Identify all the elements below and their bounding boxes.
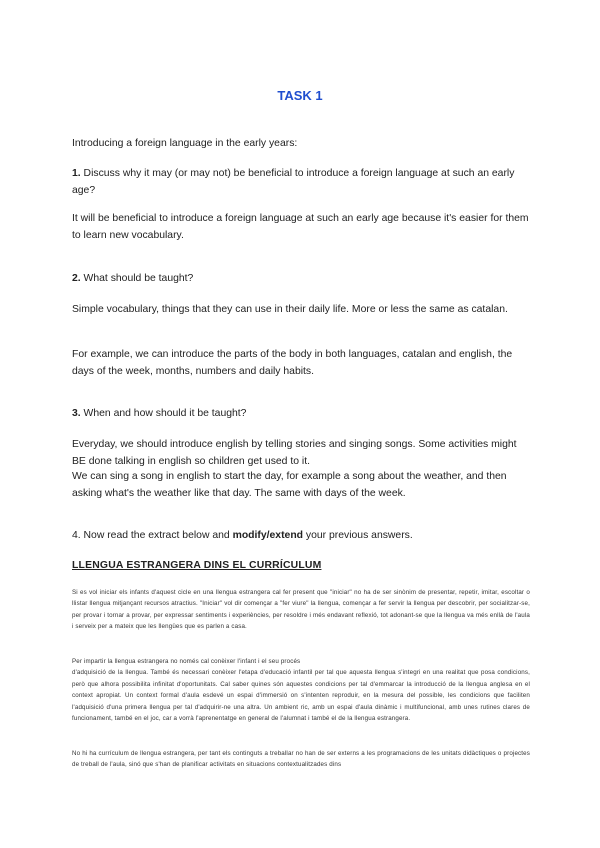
intro-text: Introducing a foreign language in the early years: xyxy=(72,138,298,149)
question-4 xyxy=(72,528,530,545)
extract-paragraph-2-body: d'adquisició de la llengua. També és necessari conèixer l'etapa d'educació infantil per tal que aquesta llengua s'integri en una realitat que posa condicions, però que alhora possibilita infinitat d'oportunitats. Cal saber quines són aquestes condicions per tal d'emmarcar la introducció de la llengua anglesa en el context apropiat. Un context formal d'aula esdevé un espai d'immersió on s'intenten reproduir, en la mesura del possible, les condicions que faciliten l'adquisició d'una primera llengua per tal d'adquirir-ne una altra. Un ambient ric, amb un espai d'aula dinàmic i multifuncional, amb unes rutines clares de funcionament, també en el joc, car a vorrà l'aprenentatge en general de l'alumnat i també el de la llengua estrangera. xyxy=(72,669,530,723)
answer-3a: Everyday, we should introduce english by telling stories and singing songs. Some activities might BE done talking in english so children get used to it. xyxy=(72,439,517,467)
question-1-number: 1. xyxy=(72,168,81,179)
question-1 xyxy=(72,166,530,199)
question-4-bold: modify/extend xyxy=(232,530,304,541)
answer-2a: Simple vocabulary, things that they can use in their daily life. More or less the same as catalan. xyxy=(72,304,508,315)
question-2-number: 2. xyxy=(72,273,81,284)
answer-3b: We can sing a song in english to start the day, for example a song about the weather, and then asking what's the weather like that day. The same with days of the week. xyxy=(72,471,507,499)
answer-1: It will be beneficial to introduce a foreign language at such an early age because it's easier for them to learn new vocabulary. xyxy=(72,213,529,241)
answer-2b: For example, we can introduce the parts of the body in both languages, catalan and english, the days of the week, months, numbers and daily habits. xyxy=(72,349,513,377)
question-2-text: What should be taught? xyxy=(80,273,194,284)
extract-paragraph-2 xyxy=(72,656,530,724)
question-4-suffix: your previous answers. xyxy=(303,530,413,541)
question-3 xyxy=(72,406,530,423)
extract-heading: LLENGUA ESTRANGERA DINS EL CURRÍCULUM xyxy=(72,560,322,571)
extract-paragraph-3: No hi ha currículum de llengua estrangera, per tant els continguts a treballar no han de ser externs a les programacions de les unitats didàctiques o projectes de treball de l'aula, sinó que s'han de planificar activitats en situacions contextualitzades dins xyxy=(72,750,530,769)
extract-paragraph-2-line-1: Per impartir la llengua estrangera no només cal conèixer l'infant i el seu procés xyxy=(72,658,301,665)
extract-paragraph-1: Si es vol iniciar els infants d'aquest cicle en una llengua estrangera cal fer present que "iniciar" no ha de ser sinònim de presentar, repetir, imitar, escoltar o llistar llengua mitjançant recursos atractius. "Iniciar" vol dir començar a "fer viure" la llengua, començar a fer servir la llengua per descobrir, per socialitzar-se, per provar i tornar a provar, per expressar sentiments i experiències, per resoldre i més endavant reflexió, tot adonant-se que la llengua va més enllà de l'aula i serveix per a mateix que les llengües que es parlen a casa. xyxy=(72,589,530,631)
task-title: TASK 1 xyxy=(277,88,323,103)
question-3-text: When and how should it be taught? xyxy=(80,408,247,419)
question-3-number: 3. xyxy=(72,408,81,419)
question-4-prefix: 4. Now read the extract below and xyxy=(72,530,233,541)
question-1-text: Discuss why it may (or may not) be beneficial to introduce a foreign language at such an early age? xyxy=(72,168,515,196)
question-2 xyxy=(72,271,530,288)
